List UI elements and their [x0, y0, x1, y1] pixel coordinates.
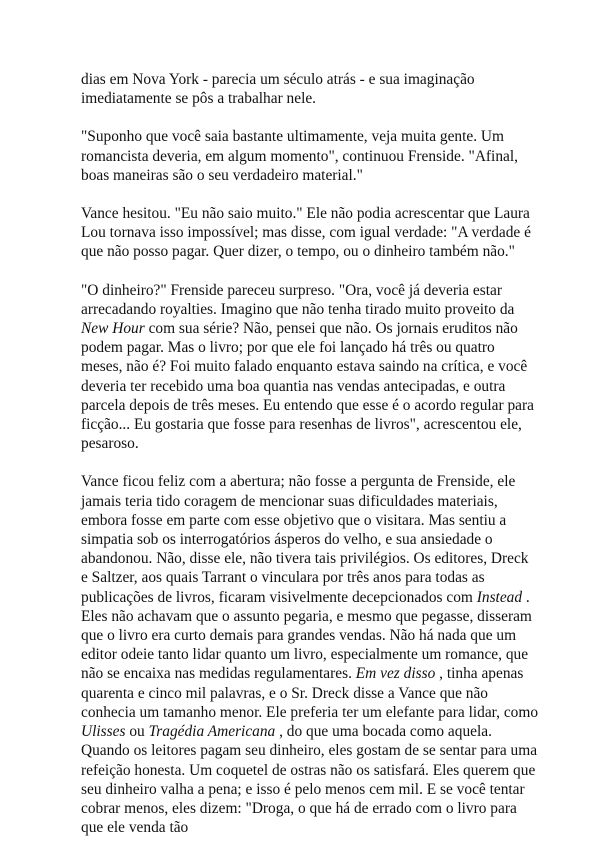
- italic-title-instead: Instead: [476, 588, 523, 606]
- paragraph-4: [81, 281, 539, 454]
- italic-title-tragedia-americana: Tragédia Americana: [148, 723, 276, 741]
- paragraph-3: [81, 204, 539, 262]
- paragraph-text: "O dinheiro?" Frenside pareceu surpreso. "Ora, você já deveria estar arrecadando royalties. Imagino que não tenha tirado muito proveito da: [81, 281, 515, 318]
- paragraph-text: Vance hesitou. "Eu não saio muito." Ele não podia acrescentar que Laura Lou tornava isso impossível; mas disse, com igual verdade: "A verdade é que não posso pagar. Quer dizer, o tempo, ou o dinheiro também não.": [81, 205, 531, 261]
- document-page: [81, 70, 539, 856]
- paragraph-text: "Suponho que você saia bastante ultimamente, veja muita gente. Um romancista deveria, em algum momento", continuou Frenside. "Afinal, boas maneiras são o seu verdadeiro material.": [81, 128, 518, 184]
- italic-em-vez-disso: Em vez disso: [355, 665, 436, 683]
- italic-title-ulisses: Ulisses: [81, 723, 126, 741]
- italic-title-new-hour: New Hour: [81, 320, 145, 338]
- paragraph-text: . Eles não achavam que o assunto pegaria, e mesmo que pegasse, disseram que o livro era curto demais para grandes vendas. Não há nada que um editor odeie tanto lidar quanto um livro, especialmente um romance, que não se encaixa nas medidas regulamentares.: [81, 588, 532, 683]
- paragraph-text: Vance ficou feliz com a abertura; não fosse a pergunta de Frenside, ele jamais teria tido coragem de mencionar suas dificuldades materiais, embora fosse em parte com esse objetivo que o visitara. Mas sentiu a simpatia sob os interrogatórios ásperos do velho, e sua ansiedade o abandonou. Não, disse ele, não tivera tais privilégios. Os editores, Dreck e Saltzer, aos quais Tarrant o vinculara por três anos para todas as publicações de livros, ficaram visivelmente decepcionados com: [81, 473, 529, 606]
- paragraph-1: [81, 70, 539, 108]
- paragraph-text: , do que uma bocada como aquela. Quando os leitores pagam seu dinheiro, eles gostam de se sentar para uma refeição honesta. Um coquetel de ostras não os satisfará. Eles querem que seu dinheiro valha a pena; e isso é pelo menos cem mil. E se você tentar cobrar menos, eles dizem: "Droga, o que há de errado com o livro para que ele venda tão: [81, 723, 538, 837]
- paragraph-text: com sua série? Não, pensei que não. Os jornais eruditos não podem pagar. Mas o livro; por que ele foi lançado há três ou quatro meses, não é? Foi muito falado enquanto estava saindo na crítica, e você deveria ter recebido uma boa quantia nas vendas antecipadas, e outra parcela depois de três meses. Eu entendo que esse é o acordo regular para ficção... Eu gostaria que fosse para resenhas de livros", acrescentou ele, pesaroso.: [81, 320, 534, 453]
- paragraph-text: , tinha apenas quarenta e cinco mil palavras, e o Sr. Dreck disse a Vance que não conhecia um tamanho menor. Ele preferia ter um elefante para lidar, como: [81, 665, 539, 721]
- paragraph-text: ou: [125, 723, 149, 741]
- paragraph-5: [81, 472, 539, 837]
- paragraph-text: dias em Nova York - parecia um século atrás - e sua imaginação imediatamente se pôs a trabalhar nele.: [81, 71, 475, 108]
- paragraph-2: [81, 127, 539, 185]
